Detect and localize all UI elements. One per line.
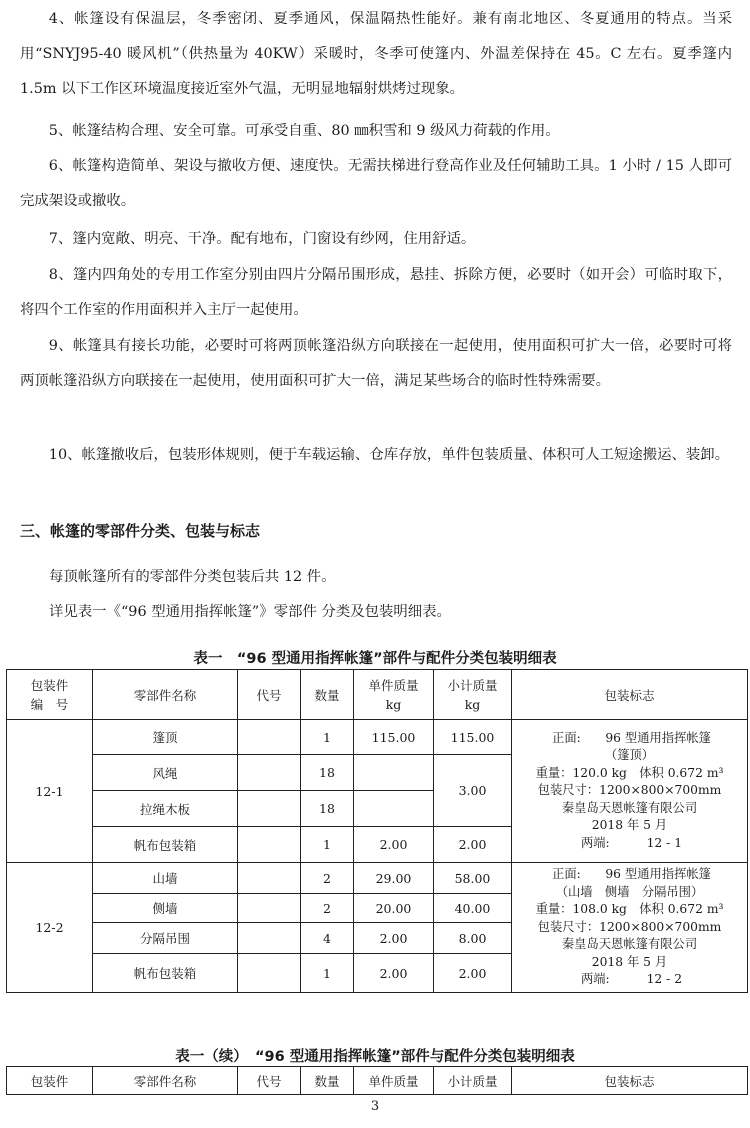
subtotal-mass-cell: 58.00: [434, 863, 512, 894]
unit-mass-cell: 2.00: [354, 923, 434, 954]
header-unit-mass: 单件质量: [354, 1067, 434, 1095]
header-subtotal-mass: [434, 670, 512, 720]
subtotal-mass-cell: 2.00: [434, 827, 512, 863]
table-row: [7, 863, 748, 894]
qty-cell: 2: [301, 894, 354, 923]
header-part-name: 零部件名称: [93, 1067, 238, 1095]
intro-line-2: 详见表一《“96 型通用指挥帐篷”》零部件 分类及包装明细表。: [49, 604, 451, 620]
code-cell: [238, 791, 301, 827]
qty-cell: 1: [301, 954, 354, 993]
header-subtotal-mass: 小计质量: [434, 1067, 512, 1095]
table-header-row: [7, 1067, 748, 1095]
package-marking-cell: [512, 720, 748, 863]
marking-front: 正面: 96 型通用指挥帐篷: [552, 867, 711, 882]
paragraph-9: 9、帐篷具有接长功能，必要时可将两顶帐篷沿纵方向联接在一起使用，使用面积可扩大一倍，必要时可将两顶帐篷沿纵方向联接在一起使用，使用面积可扩大一倍，满足某些场合的临时性特殊需要。: [20, 338, 732, 389]
intro-line-1: 每顶帐篷所有的零部件分类包装后共 12 件。: [49, 569, 336, 585]
code-cell: [238, 863, 301, 894]
paragraph-8: 8、篷内四角处的专用工作室分别由四片分隔吊围形成，悬挂、拆除方便，必要时（如开会）可临时取下，将四个工作室的作用面积并入主厅一起使用。: [20, 267, 732, 318]
qty-cell: 18: [301, 755, 354, 791]
header-subtotal-mass-line2: kg: [464, 696, 481, 712]
code-cell: [238, 923, 301, 954]
paragraph-5: 5、帐篷结构合理、安全可靠。可承受自重、80 ㎜积雪和 9 级风力荷载的作用。: [48, 123, 560, 139]
paragraph-7: 7、篷内宽敞、明亮、干净。配有地布，门窗设有纱网，住用舒适。: [48, 231, 476, 247]
code-cell: [238, 894, 301, 923]
unit-mass-cell: [354, 755, 434, 791]
unit-mass-cell: 115.00: [354, 720, 434, 755]
subtotal-mass-cell: 40.00: [434, 894, 512, 923]
table1-title: 表一 “96 型通用指挥帐篷”部件与配件分类包装明细表: [193, 651, 557, 667]
header-package-no: [7, 670, 93, 720]
part-name-cell: 拉绳木板: [93, 791, 238, 827]
header-marking: 包装标志: [512, 670, 748, 720]
page-number: 3: [370, 1099, 380, 1114]
unit-mass-cell: 20.00: [354, 894, 434, 923]
unit-mass-cell: 2.00: [354, 827, 434, 863]
package-no-cell: 12-1: [7, 720, 93, 863]
code-cell: [238, 720, 301, 755]
table1-cont-title: 表一（续） “96 型通用指挥帐篷”部件与配件分类包装明细表: [175, 1049, 575, 1065]
marking-ends: 两端: 12 - 2: [580, 972, 683, 987]
header-part-name: 零部件名称: [93, 670, 238, 720]
qty-cell: 1: [301, 720, 354, 755]
part-name-cell: 山墙: [93, 863, 238, 894]
header-marking: 包装标志: [512, 1067, 748, 1095]
qty-cell: 18: [301, 791, 354, 827]
qty-cell: 2: [301, 863, 354, 894]
subtotal-mass-cell: 3.00: [434, 755, 512, 827]
package-marking-cell: [512, 863, 748, 993]
paragraph-10: 10、帐篷撤收后，包装形体规则，便于车载运输、仓库存放，单件包装质量、体积可人工短途搬运、装卸。: [48, 447, 730, 463]
subtotal-mass-cell: 115.00: [434, 720, 512, 755]
header-unit-mass-line1: 单件质量: [368, 677, 419, 693]
header-code: 代号: [238, 670, 301, 720]
header-quantity: 数量: [301, 670, 354, 720]
package-no-cell: 12-2: [7, 863, 93, 993]
packing-table-continued: [6, 1066, 748, 1095]
part-name-cell: 帆布包装箱: [93, 827, 238, 863]
marking-size: 包装尺寸：1200×800×700mm: [537, 783, 722, 798]
code-cell: [238, 755, 301, 791]
marking-date: 2018 年 5 月: [591, 954, 668, 969]
packing-table: [6, 669, 748, 993]
marking-content: （篷顶）: [604, 748, 655, 763]
part-name-cell: 风绳: [93, 755, 238, 791]
marking-size: 包装尺寸：1200×800×700mm: [537, 919, 722, 934]
paragraph-4: 4、帐篷设有保温层，冬季密闭、夏季通风，保温隔热性能好。兼有南北地区、冬夏通用的特点。当采用“SNYJ95-40 暖风机”（供热量为 40KW）采暖时，冬季可使篷内、外温差保持在 45。C 左右。夏季篷内 1.5m 以下工作区环境温度接近室外气温，无明显地辐射烘烤过现象。: [20, 11, 732, 97]
qty-cell: 4: [301, 923, 354, 954]
header-package-no-line1: 包装件: [30, 677, 69, 693]
part-name-cell: 分隔吊围: [93, 923, 238, 954]
section-heading: 三、帐篷的零部件分类、包装与标志: [20, 522, 261, 540]
code-cell: [238, 954, 301, 993]
header-unit-mass: [354, 670, 434, 720]
marking-front: 正面: 96 型通用指挥帐篷: [552, 730, 711, 745]
table-header-row: [7, 670, 748, 720]
header-quantity: 数量: [301, 1067, 354, 1095]
marking-weight: 重量：120.0 kg 体积 0.672 m³: [535, 765, 724, 780]
header-subtotal-mass-line1: 小计质量: [447, 677, 498, 693]
unit-mass-cell: 2.00: [354, 954, 434, 993]
code-cell: [238, 827, 301, 863]
subtotal-mass-cell: 8.00: [434, 923, 512, 954]
header-unit-mass-line2: kg: [385, 696, 402, 712]
paragraph-6: 6、帐篷构造简单、架设与撤收方便、速度快。无需扶梯进行登高作业及任何辅助工具。1 小时 / 15 人即可完成架设或撤收。: [20, 158, 732, 209]
marking-date: 2018 年 5 月: [591, 818, 668, 833]
marking-weight: 重量：108.0 kg 体积 0.672 m³: [535, 902, 724, 917]
unit-mass-cell: [354, 791, 434, 827]
marking-company: 秦皇岛天恩帐篷有限公司: [561, 937, 698, 952]
marking-company: 秦皇岛天恩帐篷有限公司: [561, 800, 698, 815]
part-name-cell: 帆布包装箱: [93, 954, 238, 993]
header-package-no: 包装件: [7, 1067, 93, 1095]
part-name-cell: 侧墙: [93, 894, 238, 923]
header-package-no-line2: 编 号: [30, 696, 69, 712]
marking-ends: 两端: 12 - 1: [580, 835, 683, 850]
unit-mass-cell: 29.00: [354, 863, 434, 894]
table-row: [7, 720, 748, 755]
marking-content: （山墙 侧墙 分隔吊围）: [555, 884, 704, 899]
header-code: 代号: [238, 1067, 301, 1095]
subtotal-mass-cell: 2.00: [434, 954, 512, 993]
part-name-cell: 篷顶: [93, 720, 238, 755]
qty-cell: 1: [301, 827, 354, 863]
